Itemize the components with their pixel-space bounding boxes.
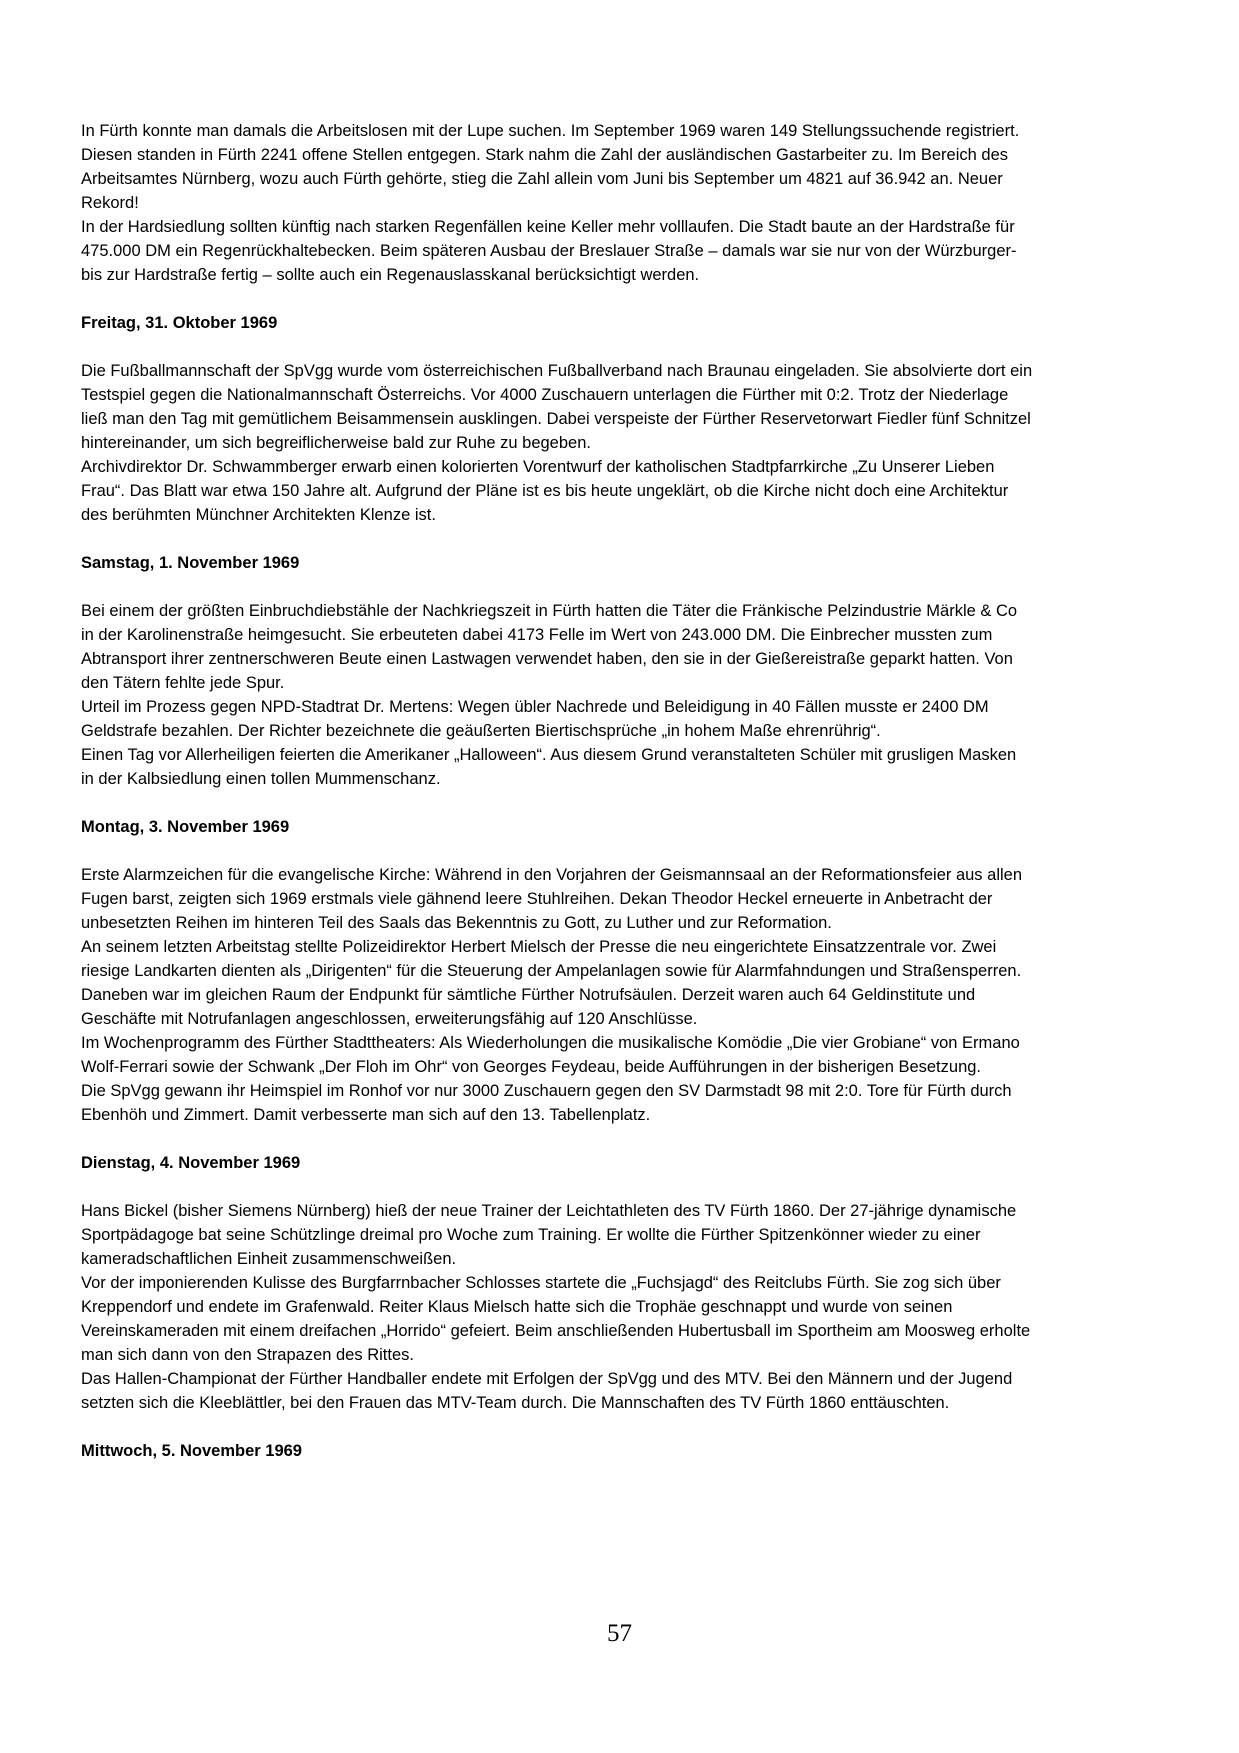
news-item: In Fürth konnte man damals die Arbeitslosen mit der Lupe suchen. Im September 1969 waren 149 Stellungssuchende registriert. Diesen standen in Fürth 2241 offene Stellen entgegen. Stark nahm die Zahl der ausländischen Gastarbeiter zu. Im Bereich des Arbeitsamtes Nürnberg, wozu auch Fürth gehörte, stieg die Zahl allein vom Juni bis September um 4821 auf 36.942 an. Neuer Rekord!: [81, 122, 1020, 212]
news-item: Die SpVgg gewann ihr Heimspiel im Ronhof vor nur 3000 Zuschauern gegen den SV Darmstadt 98 mit 2:0. Tore für Fürth durch Ebenhöh und Zimmert. Damit verbesserte man sich auf den 13. Tabellenplatz.: [81, 1082, 1012, 1124]
page-number: 57: [607, 1620, 632, 1647]
news-item: Bei einem der größten Einbruchdiebstähle der Nachkriegszeit in Fürth hatten die Täter die Fränkische Pelzindustrie Märkle & Co in der Karolinenstraße heimgesucht. Sie erbeuteten dabei 4173 Felle im Wert von 243.000 DM. Die Einbrecher mussten zum Abtransport ihrer zentnerschweren Beute einen Lastwagen verwendet haben, den sie in der Gießereistraße geparkt hatten. Von den Tätern fehlte jede Spur.: [81, 602, 1018, 692]
paragraph-block: [81, 359, 1033, 527]
news-item: Einen Tag vor Allerheiligen feierten die Amerikaner „Halloween“. Aus diesem Grund veranstalteten Schüler mit grusligen Masken in der Kalbsiedlung einen tollen Mummenschanz.: [81, 746, 1017, 788]
section-heading: Dienstag, 4. November 1969: [81, 1154, 301, 1172]
paragraph-block: [81, 1199, 1033, 1415]
section-heading: Freitag, 31. Oktober 1969: [81, 314, 278, 332]
paragraph-block: [81, 863, 1033, 1127]
paragraph-block: [81, 599, 1033, 791]
section-heading: Montag, 3. November 1969: [81, 818, 290, 836]
section-heading: Mittwoch, 5. November 1969: [81, 1442, 302, 1460]
paragraph-block: [81, 119, 1033, 287]
news-item: Archivdirektor Dr. Schwammberger erwarb einen kolorierten Vorentwurf der katholischen Stadtpfarrkirche „Zu Unserer Lieben Frau“. Das Blatt war etwa 150 Jahre alt. Aufgrund der Pläne ist es bis heute ungeklärt, ob die Kirche nicht doch eine Architektur des berühmten Münchner Architekten Klenze ist.: [81, 458, 1009, 524]
news-item: Die Fußballmannschaft der SpVgg wurde vom österreichischen Fußballverband nach Braunau eingeladen. Sie absolvierte dort ein Testspiel gegen die Nationalmannschaft Österreichs. Vor 4000 Zuschauern unterlagen die Fürther mit 0:2. Trotz der Niederlage ließ man den Tag mit gemütlichem Beisammensein ausklingen. Dabei verspeiste der Fürther Reservetorwart Fiedler fünf Schnitzel hintereinander, um sich begreiflicherweise bald zur Ruhe zu begeben.: [81, 362, 1033, 452]
news-item: Vor der imponierenden Kulisse des Burgfarrnbacher Schlosses startete die „Fuchsjagd“ des Reitclubs Fürth. Sie zog sich über Kreppendorf und endete im Grafenwald. Reiter Klaus Mielsch hatte sich die Trophäe geschnappt und wurde von seinen Vereinskameraden mit einem dreifachen „Horrido“ gefeiert. Beim anschließenden Hubertusball im Sportheim am Moosweg erholte man sich dann von den Strapazen des Rittes.: [81, 1274, 1031, 1364]
news-item: An seinem letzten Arbeitstag stellte Polizeidirektor Herbert Mielsch der Presse die neu eingerichtete Einsatzzentrale vor. Zwei riesige Landkarten dienten als „Dirigenten“ für die Steuerung der Ampelanlagen sowie für Alarmfahndungen und Straßensperren. Daneben war im gleichen Raum der Endpunkt für sämtliche Fürther Notrufsäulen. Derzeit waren auch 64 Geldinstitute und Geschäfte mit Notrufanlagen angeschlossen, erweiterungsfähig auf 120 Anschlüsse.: [81, 938, 1022, 1028]
section-heading: Samstag, 1. November 1969: [81, 554, 300, 572]
news-item: Erste Alarmzeichen für die evangelische Kirche: Während in den Vorjahren der Geismannsaal an der Reformationsfeier aus allen Fugen barst, zeigten sich 1969 erstmals viele gähnend leere Stuhlreihen. Dekan Theodor Heckel erneuerte in Anbetracht der unbesetzten Reihen im hinteren Teil des Saals das Bekenntnis zu Gott, zu Luther und zur Reformation.: [81, 866, 1023, 932]
news-item: Urteil im Prozess gegen NPD-Stadtrat Dr. Mertens: Wegen übler Nachrede und Beleidigung in 40 Fällen musste er 2400 DM Geldstrafe bezahlen. Der Richter bezeichnete die geäußerten Biertischsprüche „in hohem Maße ehrenrührig“.: [81, 698, 989, 740]
document-body: [81, 119, 1033, 1487]
news-item: Im Wochenprogramm des Fürther Stadttheaters: Als Wiederholungen die musikalische Komödie „Die vier Grobiane“ von Ermano Wolf-Ferrari sowie der Schwank „Der Floh im Ohr“ von Georges Feydeau, beide Aufführungen in der bisherigen Besetzung.: [81, 1034, 1020, 1076]
news-item: Hans Bickel (bisher Siemens Nürnberg) hieß der neue Trainer der Leichtathleten des TV Fürth 1860. Der 27-jährige dynamische Sportpädagoge bat seine Schützlinge dreimal pro Woche zum Training. Er wollte die Fürther Spitzenkönner wieder zu einer kameradschaftlichen Einheit zusammenschweißen.: [81, 1202, 1017, 1268]
news-item: In der Hardsiedlung sollten künftig nach starken Regenfällen keine Keller mehr volllaufen. Die Stadt baute an der Hardstraße für 475.000 DM ein Regenrückhaltebecken. Beim späteren Ausbau der Breslauer Straße – damals war sie nur von der Würzburger- bis zur Hardstraße fertig – sollte auch ein Regenauslasskanal berücksichtigt werden.: [81, 218, 1017, 284]
news-item: Das Hallen-Championat der Fürther Handballer endete mit Erfolgen der SpVgg und des MTV. Bei den Männern und der Jugend setzten sich die Kleeblättler, bei den Frauen das MTV-Team durch. Die Mannschaften des TV Fürth 1860 enttäuschten.: [81, 1370, 1013, 1412]
